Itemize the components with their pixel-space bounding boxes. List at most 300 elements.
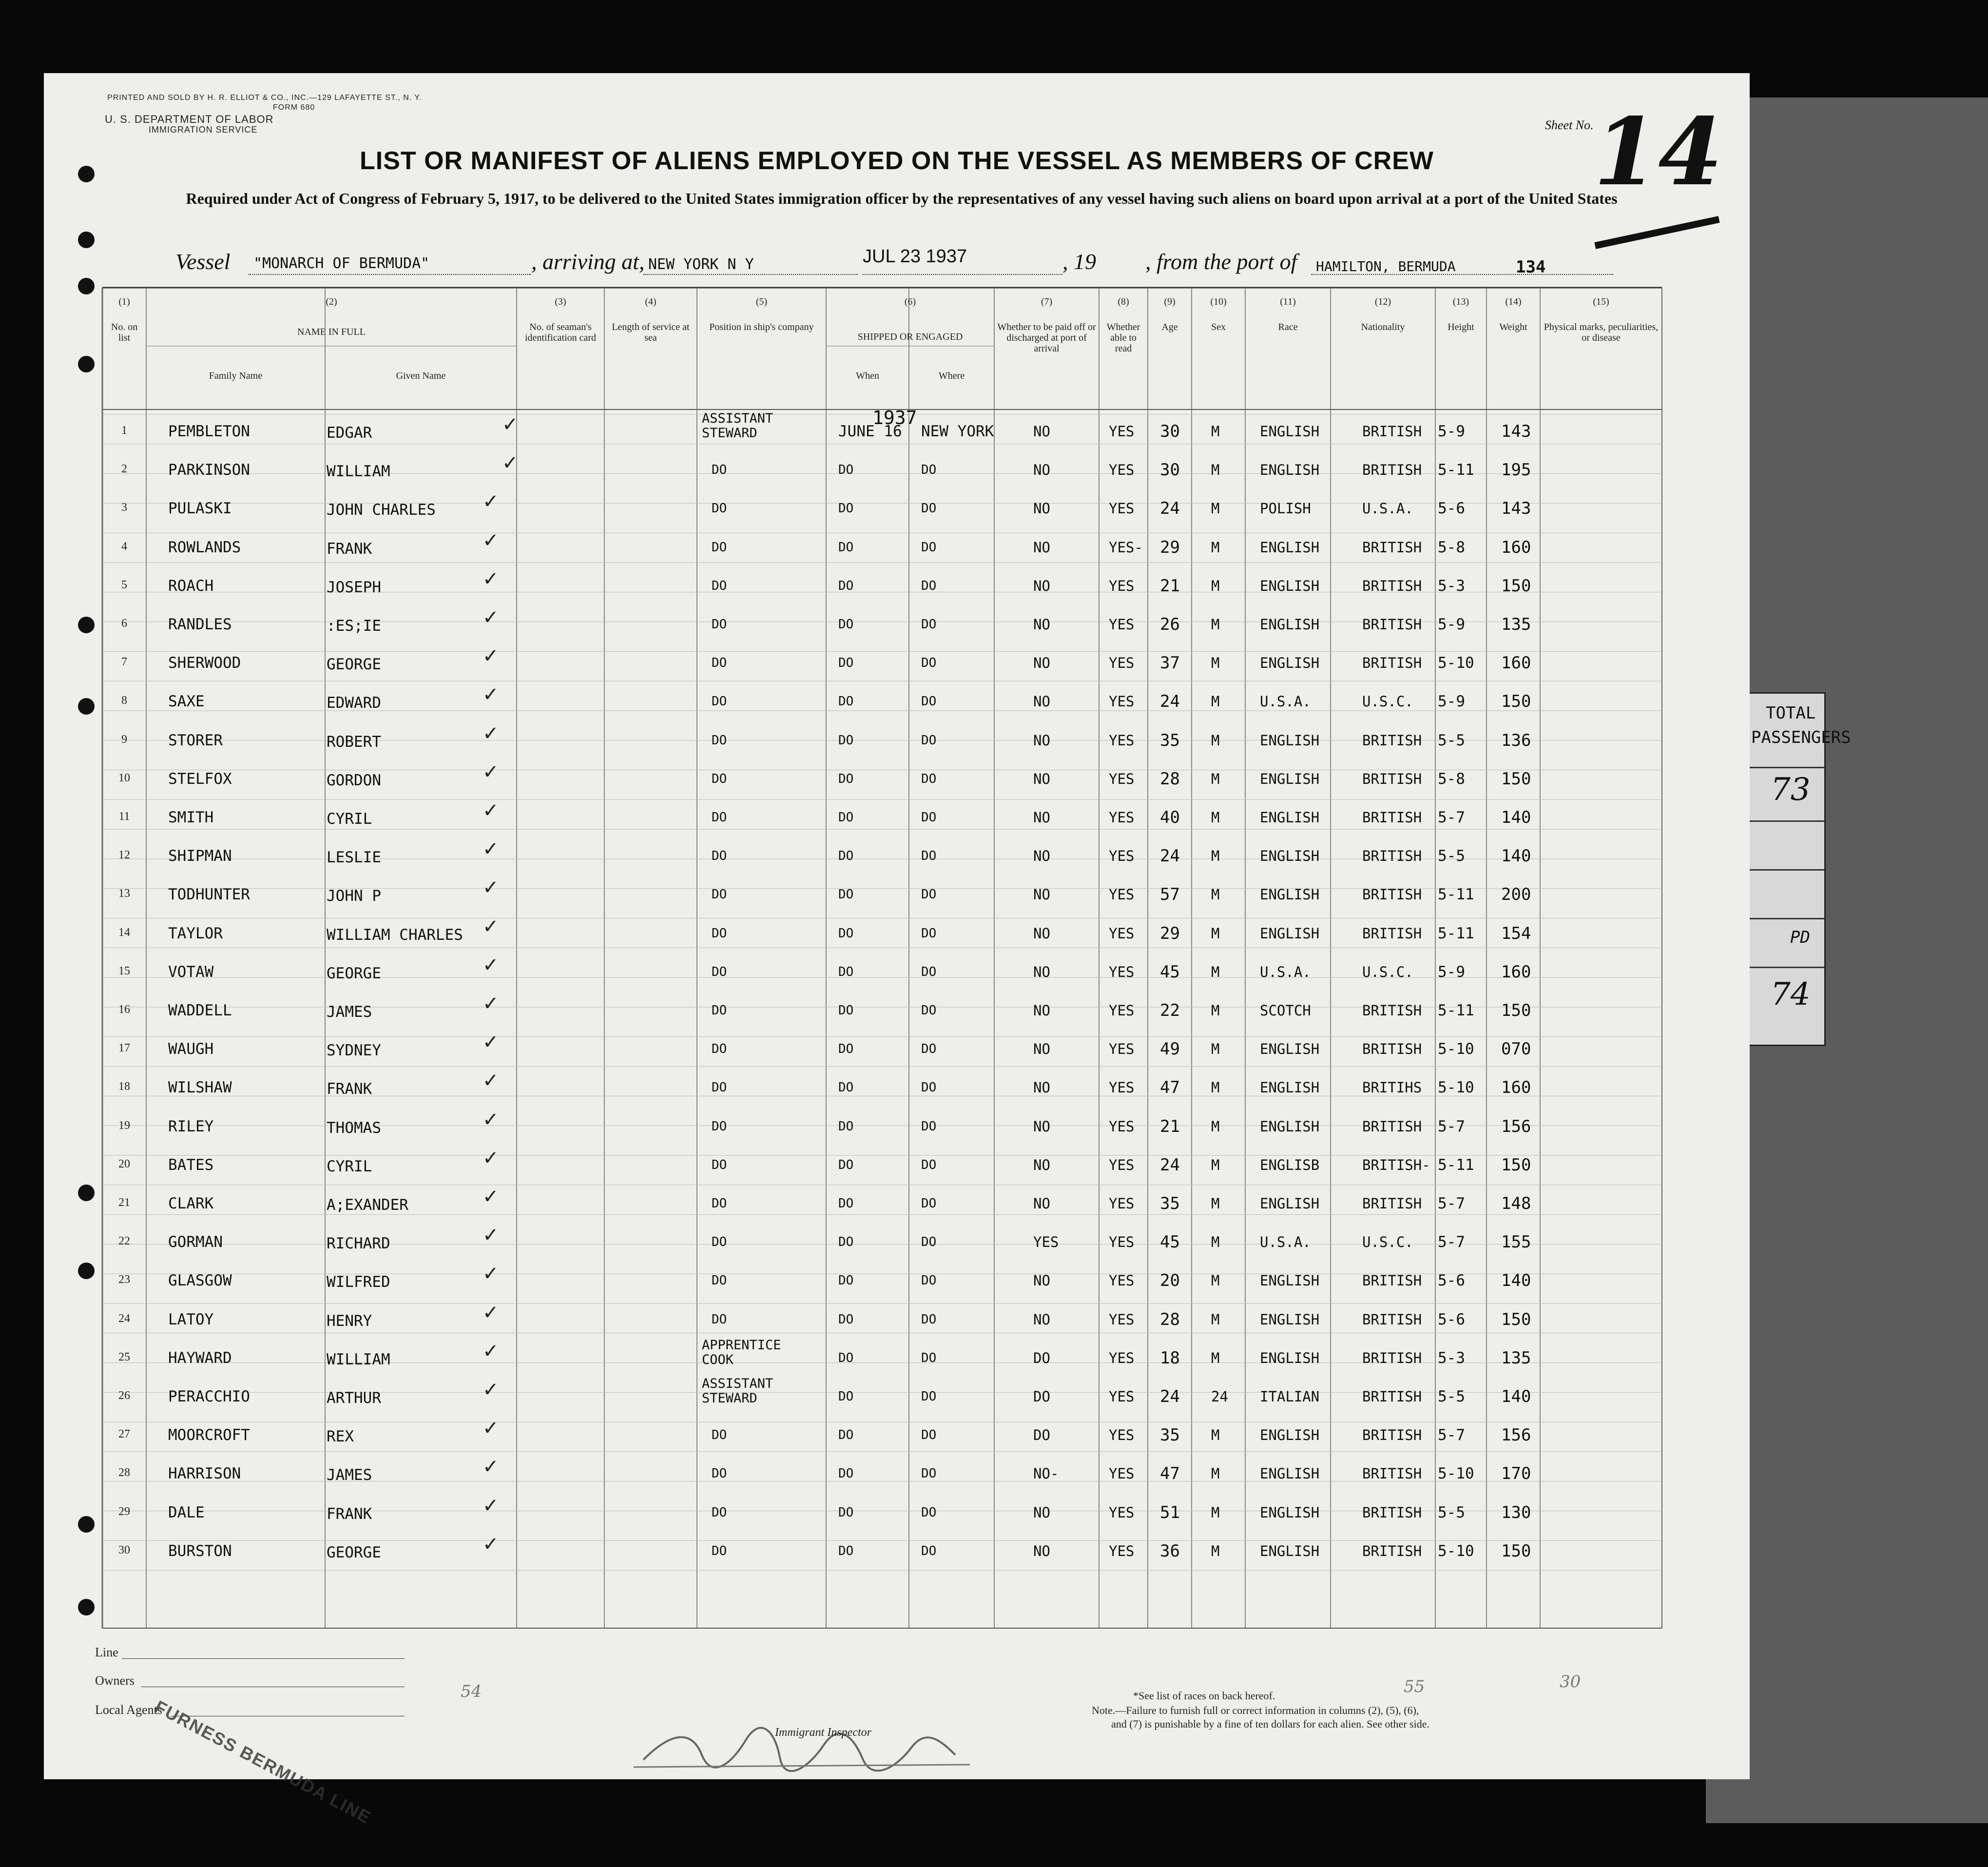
arriving-port: NEW YORK N Y xyxy=(648,256,754,273)
shipped-when: DO xyxy=(838,1312,854,1327)
age: 47 xyxy=(1160,1078,1180,1098)
check-mark-icon: ✓ xyxy=(483,1417,499,1440)
able-to-read: YES xyxy=(1109,1079,1135,1096)
sex: M xyxy=(1211,1234,1220,1251)
sex: M xyxy=(1211,1156,1220,1173)
column-number: (4) xyxy=(645,296,656,307)
sheet-no-label: Sheet No. xyxy=(1545,118,1594,132)
column-header: NAME IN FULL xyxy=(297,327,366,337)
given-name: WILLIAM CHARLES xyxy=(327,926,463,944)
column-header: Position in ship's company xyxy=(709,322,814,332)
weight: 160 xyxy=(1501,1078,1531,1098)
given-name: FRANK xyxy=(327,1080,372,1098)
check-mark-icon: ✓ xyxy=(483,567,499,590)
position: ASSISTANT STEWARD xyxy=(702,411,773,441)
height: 5-8 xyxy=(1438,538,1465,556)
column-number: (13) xyxy=(1452,296,1469,307)
row-number: 30 xyxy=(118,1543,130,1556)
height: 5-7 xyxy=(1438,1233,1465,1251)
check-mark-icon: ✓ xyxy=(483,1108,499,1131)
race: U.S.A. xyxy=(1260,693,1311,710)
shipped-when: DO xyxy=(838,1119,854,1134)
sex: M xyxy=(1211,1349,1220,1366)
shipped-where: DO xyxy=(921,540,937,555)
pencil-note-3: 30 xyxy=(1560,1672,1581,1692)
age: 40 xyxy=(1160,808,1180,827)
age: 24 xyxy=(1160,1155,1180,1175)
race: ENGLISH xyxy=(1260,462,1320,479)
height: 5-11 xyxy=(1438,461,1474,479)
position: DO xyxy=(712,1543,727,1558)
nationality: U.S.C. xyxy=(1362,1234,1413,1251)
check-mark-icon: ✓ xyxy=(483,1456,499,1478)
race: POLISH xyxy=(1260,500,1311,517)
shipped-when: JUNE 16 xyxy=(838,423,902,440)
family-name: RANDLES xyxy=(168,616,232,633)
weight: 140 xyxy=(1501,846,1531,866)
weight: 130 xyxy=(1501,1502,1531,1522)
able-to-read: YES xyxy=(1109,616,1135,633)
pencil-note-2: 55 xyxy=(1404,1677,1425,1696)
tab-total: TOTAL xyxy=(1766,703,1816,723)
nationality: BRITISH xyxy=(1362,655,1422,672)
column-header: Whether able to read xyxy=(1106,322,1140,354)
family-name: DALE xyxy=(168,1503,205,1521)
shipped-where: DO xyxy=(921,1003,937,1018)
age: 45 xyxy=(1160,1232,1180,1252)
given-name: REX xyxy=(327,1428,354,1446)
year-label: , 19 xyxy=(1062,249,1096,274)
paid-off: NO xyxy=(1033,1156,1050,1173)
weight: 150 xyxy=(1501,1309,1531,1329)
race: ENGLISH xyxy=(1260,809,1320,826)
age: 36 xyxy=(1160,1541,1180,1561)
column-number: (9) xyxy=(1164,296,1176,307)
shipped-where: DO xyxy=(921,887,937,902)
check-mark-icon: ✓ xyxy=(483,1186,499,1208)
height: 5-9 xyxy=(1438,423,1465,440)
shipped-where: DO xyxy=(921,578,937,593)
column-header: No. of seaman's identification card xyxy=(524,322,597,343)
from-port-label: , from the port of xyxy=(1145,249,1297,274)
nationality: BRITISH xyxy=(1362,1465,1422,1482)
weight: 150 xyxy=(1501,1001,1531,1020)
sex: M xyxy=(1211,925,1220,942)
penalty-note-2: and (7) is punishable by a fine of ten dollars for each alien. See other side. xyxy=(1111,1718,1430,1730)
sex: M xyxy=(1211,462,1220,479)
given-name: :ES;IE xyxy=(327,617,381,635)
shipped-where: DO xyxy=(921,849,937,864)
row-number: 18 xyxy=(118,1080,130,1093)
year-note: 1937 xyxy=(872,407,917,428)
shipped-when: DO xyxy=(838,1080,854,1095)
height: 5-11 xyxy=(1438,1156,1474,1174)
able-to-read: YES xyxy=(1109,1542,1135,1559)
weight: 160 xyxy=(1501,537,1531,557)
row-number: 16 xyxy=(118,1003,130,1016)
column-header: Race xyxy=(1278,322,1298,332)
weight: 136 xyxy=(1501,730,1531,750)
shipped-where: DO xyxy=(921,964,937,979)
column-number: (3) xyxy=(555,296,566,307)
shipped-when: DO xyxy=(838,1003,854,1018)
paid-off: NO xyxy=(1033,925,1050,942)
shipped-when: DO xyxy=(838,1196,854,1211)
race: ITALIAN xyxy=(1260,1388,1320,1405)
nationality: U.S.C. xyxy=(1362,963,1413,980)
stamp-number: 134 xyxy=(1516,257,1546,277)
family-name: GLASGOW xyxy=(168,1272,232,1290)
nationality: BRITISH xyxy=(1362,1542,1422,1559)
height: 5-10 xyxy=(1438,1079,1474,1097)
check-mark-icon: ✓ xyxy=(483,1147,499,1169)
race: ENGLISH xyxy=(1260,732,1320,749)
row-number: 14 xyxy=(118,926,130,939)
given-name: RICHARD xyxy=(327,1235,390,1253)
paid-off: NO- xyxy=(1033,1465,1059,1482)
given-name: EDGAR xyxy=(327,424,372,442)
local-agents-label: Local Agents xyxy=(95,1703,162,1717)
paid-off: NO xyxy=(1033,848,1050,865)
position: DO xyxy=(712,887,727,902)
weight: 160 xyxy=(1501,653,1531,673)
row-number: 28 xyxy=(118,1466,130,1479)
row-number: 9 xyxy=(121,733,127,746)
arrival-date-stamp: JUL 23 1937 xyxy=(863,246,967,267)
check-mark-icon: ✓ xyxy=(483,490,499,513)
position: DO xyxy=(712,1505,727,1520)
column-header: No. on list xyxy=(111,322,138,343)
shipped-where: DO xyxy=(921,463,937,478)
position: DO xyxy=(712,926,727,941)
paid-off: NO xyxy=(1033,1272,1050,1289)
paid-off: NO xyxy=(1033,1311,1050,1328)
paid-off: NO xyxy=(1033,1195,1050,1212)
able-to-read: YES xyxy=(1109,886,1135,903)
given-name: WILFRED xyxy=(327,1273,390,1291)
given-name: EDWARD xyxy=(327,694,381,712)
row-number: 17 xyxy=(118,1042,130,1055)
age: 29 xyxy=(1160,537,1180,557)
height: 5-9 xyxy=(1438,693,1465,711)
age: 18 xyxy=(1160,1348,1180,1368)
check-mark-icon: ✓ xyxy=(483,1070,499,1092)
given-name: WILLIAM xyxy=(327,463,390,481)
check-mark-icon: ✓ xyxy=(483,606,499,629)
race: ENGLISH xyxy=(1260,1311,1320,1328)
race: ENGLISH xyxy=(1260,1079,1320,1096)
family-name: ROWLANDS xyxy=(168,538,241,556)
check-mark-icon: ✓ xyxy=(483,1224,499,1247)
shipped-where: NEW YORK xyxy=(921,423,994,440)
height: 5-9 xyxy=(1438,963,1465,981)
service: IMMIGRATION SERVICE xyxy=(149,125,258,135)
race: ENGLISH xyxy=(1260,770,1320,787)
shipped-when: DO xyxy=(838,617,854,632)
column-header: Whether to be paid off or discharged at port of arrival xyxy=(997,322,1096,354)
race: ENGLISH xyxy=(1260,1349,1320,1366)
able-to-read: YES xyxy=(1109,1234,1135,1251)
position: DO xyxy=(712,540,727,555)
shipped-where: DO xyxy=(921,1505,937,1520)
able-to-read: YES xyxy=(1109,1504,1135,1521)
shipped-where: DO xyxy=(921,1466,937,1481)
shipped-when: DO xyxy=(838,771,854,786)
able-to-read: YES xyxy=(1109,1041,1135,1058)
shipped-when: DO xyxy=(838,1273,854,1288)
paid-off: DO xyxy=(1033,1349,1050,1366)
sex: M xyxy=(1211,1195,1220,1212)
able-to-read: YES xyxy=(1109,925,1135,942)
shipped-when: DO xyxy=(838,1466,854,1481)
column-header: Physical marks, peculiarities, or disease xyxy=(1544,322,1659,343)
nationality: BRITISH xyxy=(1362,925,1422,942)
sex: M xyxy=(1211,1118,1220,1135)
family-name: STELFOX xyxy=(168,770,232,788)
paid-off: NO xyxy=(1033,462,1050,479)
able-to-read: YES xyxy=(1109,1156,1135,1173)
nationality: BRITISH xyxy=(1362,539,1422,556)
race: ENGLISH xyxy=(1260,1504,1320,1521)
shipped-when: DO xyxy=(838,578,854,593)
able-to-read: YES xyxy=(1109,462,1135,479)
shipped-when: DO xyxy=(838,1428,854,1443)
nationality: BRITISH xyxy=(1362,1195,1422,1212)
shipped-when: DO xyxy=(838,1042,854,1057)
family-name: STORER xyxy=(168,731,223,749)
column-number: (8) xyxy=(1118,296,1129,307)
able-to-read: YES xyxy=(1109,1388,1135,1405)
age: 57 xyxy=(1160,885,1180,905)
position: APPRENTICE COOK xyxy=(702,1337,781,1367)
shipped-where: DO xyxy=(921,1235,937,1250)
given-name: JOHN P xyxy=(327,887,381,905)
shipped-where: DO xyxy=(921,771,937,786)
family-name: SAXE xyxy=(168,693,205,711)
paid-off: NO xyxy=(1033,423,1050,440)
able-to-read: YES xyxy=(1109,577,1135,594)
family-name: ROACH xyxy=(168,577,214,595)
age: 24 xyxy=(1160,1387,1180,1406)
nationality: BRITISH xyxy=(1362,732,1422,749)
height: 5-5 xyxy=(1438,731,1465,749)
shipped-where: DO xyxy=(921,1196,937,1211)
form-title: LIST OR MANIFEST OF ALIENS EMPLOYED ON THE VESSEL AS MEMBERS OF CREW xyxy=(360,147,1434,175)
row-number: 22 xyxy=(118,1235,130,1248)
paid-off: NO xyxy=(1033,539,1050,556)
position: DO xyxy=(712,733,727,748)
race: ENGLISH xyxy=(1260,1542,1320,1559)
column-number: (6) xyxy=(904,296,916,307)
age: 21 xyxy=(1160,576,1180,596)
height: 5-7 xyxy=(1438,809,1465,826)
column-header: SHIPPED OR ENGAGED xyxy=(857,331,963,342)
weight: 155 xyxy=(1501,1232,1531,1252)
family-name: WADDELL xyxy=(168,1002,232,1019)
paid-off: YES xyxy=(1033,1234,1059,1251)
nationality: BRITISH xyxy=(1362,809,1422,826)
height: 5-6 xyxy=(1438,1272,1465,1290)
tab-passengers: PASSENGERS xyxy=(1751,728,1851,747)
nationality: BRITISH xyxy=(1362,886,1422,903)
position: DO xyxy=(712,578,727,593)
given-name: FRANK xyxy=(327,540,372,558)
age: 28 xyxy=(1160,1309,1180,1329)
penalty-note-1: Note.—Failure to furnish full or correct information in columns (2), (5), (6), xyxy=(1092,1704,1419,1716)
family-name: PEMBLETON xyxy=(168,423,250,440)
age: 21 xyxy=(1160,1116,1180,1136)
column-number: (10) xyxy=(1210,296,1227,307)
position: DO xyxy=(712,849,727,864)
family-name: PERACCHIO xyxy=(168,1388,250,1405)
check-mark-icon: ✓ xyxy=(483,760,499,783)
check-mark-icon: ✓ xyxy=(483,838,499,861)
shipped-where: DO xyxy=(921,1042,937,1057)
paid-off: NO xyxy=(1033,577,1050,594)
shipped-when: DO xyxy=(838,694,854,709)
column-number: (2) xyxy=(326,296,337,307)
family-name: WAUGH xyxy=(168,1040,214,1058)
column-subheader: Where xyxy=(938,370,965,381)
sex: M xyxy=(1211,732,1220,749)
check-mark-icon: ✓ xyxy=(483,915,499,938)
paid-off: NO xyxy=(1033,732,1050,749)
check-mark-icon: ✓ xyxy=(483,992,499,1015)
family-name: LATOY xyxy=(168,1310,214,1328)
shipped-when: DO xyxy=(838,733,854,748)
race: ENGLISH xyxy=(1260,539,1320,556)
row-number: 8 xyxy=(121,694,127,707)
nationality: BRITISH xyxy=(1362,1002,1422,1019)
row-number: 6 xyxy=(121,617,127,630)
column-number: (11) xyxy=(1280,296,1296,307)
column-number: (12) xyxy=(1374,296,1391,307)
column-subheader: Given Name xyxy=(396,370,446,381)
height: 5-5 xyxy=(1438,1503,1465,1521)
age: 24 xyxy=(1160,846,1180,866)
inspector-label: Immigrant Inspector xyxy=(775,1726,871,1739)
row-number: 23 xyxy=(118,1273,130,1286)
column-number: (5) xyxy=(755,296,768,307)
weight: 160 xyxy=(1501,962,1531,982)
shipped-when: DO xyxy=(838,1505,854,1520)
sex: M xyxy=(1211,1427,1220,1444)
races-note: *See list of races on back hereof. xyxy=(1133,1690,1275,1702)
from-port: HAMILTON, BERMUDA xyxy=(1316,258,1456,274)
shipped-when: DO xyxy=(838,849,854,864)
age: 22 xyxy=(1160,1001,1180,1020)
race: ENGLISH xyxy=(1260,616,1320,633)
able-to-read: YES xyxy=(1109,1195,1135,1212)
paid-off: NO xyxy=(1033,770,1050,787)
paid-off: NO xyxy=(1033,693,1050,710)
position: DO xyxy=(712,1312,727,1327)
shipped-when: DO xyxy=(838,926,854,941)
age: 35 xyxy=(1160,1194,1180,1213)
sex: M xyxy=(1211,809,1220,826)
column-header: Nationality xyxy=(1361,322,1405,332)
given-name: THOMAS xyxy=(327,1119,381,1137)
family-name: HAYWARD xyxy=(168,1349,232,1367)
row-number: 15 xyxy=(118,964,130,977)
row-number: 4 xyxy=(121,540,127,553)
paid-off: NO xyxy=(1033,886,1050,903)
sex: 24 xyxy=(1211,1388,1228,1405)
able-to-read: YES xyxy=(1109,423,1135,440)
shipped-where: DO xyxy=(921,1312,937,1327)
sex: M xyxy=(1211,1465,1220,1482)
race: ENGLISH xyxy=(1260,1427,1320,1444)
weight: 135 xyxy=(1501,615,1531,634)
column-subheader: Family Name xyxy=(209,370,263,381)
able-to-read: YES xyxy=(1109,1118,1135,1135)
shipped-where: DO xyxy=(921,1119,937,1134)
check-mark-icon: ✓ xyxy=(483,876,499,899)
position: DO xyxy=(712,1042,727,1057)
position: DO xyxy=(712,1235,727,1250)
paid-off: NO xyxy=(1033,1542,1050,1559)
able-to-read: YES xyxy=(1109,732,1135,749)
nationality: BRITISH xyxy=(1362,1041,1422,1058)
shipped-when: DO xyxy=(838,656,854,671)
weight: 154 xyxy=(1501,923,1531,943)
height: 5-10 xyxy=(1438,1542,1474,1560)
shipped-when: DO xyxy=(838,1350,854,1365)
race: U.S.A. xyxy=(1260,963,1311,980)
shipped-when: DO xyxy=(838,887,854,902)
age: 28 xyxy=(1160,769,1180,789)
age: 35 xyxy=(1160,1425,1180,1445)
weight: 140 xyxy=(1501,808,1531,827)
row-number: 12 xyxy=(118,849,130,862)
weight: 150 xyxy=(1501,1155,1531,1175)
sheet-number: 14 xyxy=(1594,97,1723,206)
nationality: BRITISH xyxy=(1362,848,1422,865)
height: 5-11 xyxy=(1438,886,1474,904)
pencil-note-1: 54 xyxy=(461,1682,482,1701)
age: 29 xyxy=(1160,923,1180,943)
paid-off: NO xyxy=(1033,963,1050,980)
race: ENGLISH xyxy=(1260,1272,1320,1289)
given-name: CYRIL xyxy=(327,1157,372,1175)
race: ENGLISH xyxy=(1260,848,1320,865)
age: 47 xyxy=(1160,1464,1180,1484)
age: 20 xyxy=(1160,1271,1180,1291)
shipped-where: DO xyxy=(921,694,937,709)
race: ENGLISH xyxy=(1260,655,1320,672)
column-number: (7) xyxy=(1041,296,1053,307)
position: DO xyxy=(712,656,727,671)
height: 5-7 xyxy=(1438,1195,1465,1212)
shipped-where: DO xyxy=(921,1157,937,1172)
check-mark-icon: ✓ xyxy=(483,1379,499,1401)
race: ENGLISH xyxy=(1260,423,1320,440)
weight: 070 xyxy=(1501,1039,1531,1059)
position: DO xyxy=(712,771,727,786)
sex: M xyxy=(1211,1311,1220,1328)
height: 5-10 xyxy=(1438,1040,1474,1058)
able-to-read: YES xyxy=(1109,693,1135,710)
family-name: SMITH xyxy=(168,809,214,826)
shipped-when: DO xyxy=(838,1157,854,1172)
shipped-when: DO xyxy=(838,964,854,979)
weight: 156 xyxy=(1501,1425,1531,1445)
given-name: SYDNEY xyxy=(327,1042,381,1060)
shipped-when: DO xyxy=(838,540,854,555)
nationality: BRITISH xyxy=(1362,1388,1422,1405)
weight: 143 xyxy=(1501,422,1531,441)
shipped-where: DO xyxy=(921,1273,937,1288)
